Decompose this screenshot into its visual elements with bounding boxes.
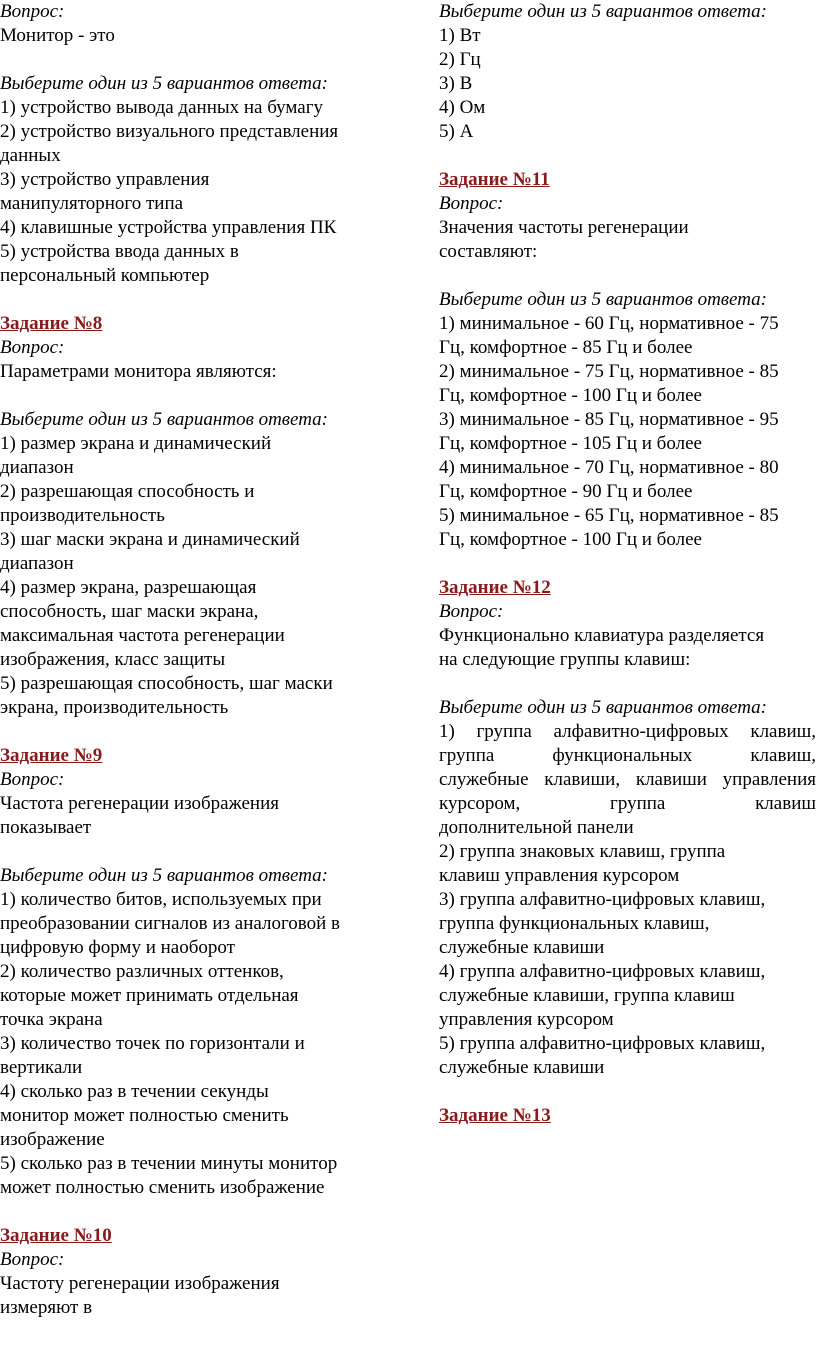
blank-line xyxy=(0,384,388,408)
text-line: 2) Гц xyxy=(439,49,481,70)
text-line: 1) размер экрана и динамический xyxy=(0,433,272,454)
italic-label: Выберите один из 5 вариантов ответа: xyxy=(0,409,329,430)
left-column xyxy=(0,0,388,1320)
blank-line xyxy=(439,1080,816,1104)
text-line: изображения, класс защиты xyxy=(0,649,226,670)
task-title: Задание №8 xyxy=(0,313,103,334)
text-line: Частоту регенерации изображения xyxy=(0,1273,280,1294)
blank-line xyxy=(439,144,816,168)
text-line: 5) сколько раз в течении минуты монитор xyxy=(0,1153,338,1174)
text-line: 2) минимальное - 75 Гц, нормативное - 85 xyxy=(439,361,779,382)
text-line: Частота регенерации изображения xyxy=(0,793,279,814)
text-line: 3) устройство управления xyxy=(0,169,210,190)
text-line: персональный компьютер xyxy=(0,265,210,286)
text-line: преобразовании сигналов из аналоговой в xyxy=(0,913,341,934)
text-line: Параметрами монитора являются: xyxy=(0,361,277,382)
text-line: 1) Вт xyxy=(439,25,481,46)
text-line: 3) В xyxy=(439,73,473,94)
italic-label: Выберите один из 5 вариантов ответа: xyxy=(0,73,329,94)
text-line: 2) разрешающая способность и xyxy=(0,481,255,502)
text-line: 5) А xyxy=(439,121,474,142)
text-line: Гц, комфортное - 100 Гц и более xyxy=(439,385,702,406)
italic-label: Вопрос: xyxy=(0,1249,65,1270)
text-line: вертикали xyxy=(0,1057,83,1078)
text-line: группа функциональных клавиш, xyxy=(439,745,816,766)
right-column xyxy=(439,0,816,1128)
text-line: экрана, производительность xyxy=(0,697,229,718)
text-line: 3) шаг маски экрана и динамический xyxy=(0,529,300,550)
task-title: Задание №13 xyxy=(439,1105,551,1126)
blank-line xyxy=(0,720,388,744)
task-heading xyxy=(0,312,388,336)
text-line: 4) минимальное - 70 Гц, нормативное - 80 xyxy=(439,457,779,478)
task-title: Задание №10 xyxy=(0,1225,112,1246)
blank-line xyxy=(0,1200,388,1224)
text-line: клавиш управления курсором xyxy=(439,865,680,886)
text-line: 5) разрешающая способность, шаг маски xyxy=(0,673,333,694)
text-line: служебные клавиши xyxy=(439,1057,605,1078)
text-line: Значения частоты регенерации xyxy=(439,217,689,238)
text-line: 5) минимальное - 65 Гц, нормативное - 85 xyxy=(439,505,779,526)
text-line: диапазон xyxy=(0,457,74,478)
task-heading xyxy=(439,576,816,600)
text-line: которые может принимать отдельная xyxy=(0,985,299,1006)
text-line: 3) группа алфавитно-цифровых клавиш, xyxy=(439,889,766,910)
blank-line xyxy=(439,672,816,696)
text-line: изображение xyxy=(0,1129,105,1150)
text-line: служебные клавиши, группа клавиш xyxy=(439,985,735,1006)
blank-line xyxy=(0,48,388,72)
text-line: Гц, комфортное - 90 Гц и более xyxy=(439,481,693,502)
task-title: Задание №12 xyxy=(439,577,551,598)
text-line: монитор может полностью сменить xyxy=(0,1105,289,1126)
text-line: максимальная частота регенерации xyxy=(0,625,285,646)
text-line: составляют: xyxy=(439,241,538,262)
task-heading xyxy=(439,168,816,192)
text-line: цифровую форму и наоборот xyxy=(0,937,235,958)
text-line: 4) Ом xyxy=(439,97,486,118)
italic-label: Вопрос: xyxy=(0,337,65,358)
italic-label: Вопрос: xyxy=(439,601,504,622)
text-line: 1) количество битов, используемых при xyxy=(0,889,322,910)
text-line: манипуляторного типа xyxy=(0,193,184,214)
text-line: 4) клавишные устройства управления ПК xyxy=(0,217,337,238)
text-line: измеряют в xyxy=(0,1297,93,1318)
text-line: 1) устройство вывода данных на бумагу xyxy=(0,97,324,118)
blank-line xyxy=(0,288,388,312)
text-line: служебные клавиши xyxy=(439,937,605,958)
text-line: 5) группа алфавитно-цифровых клавиш, xyxy=(439,1033,766,1054)
task-title: Задание №9 xyxy=(0,745,103,766)
task-heading xyxy=(0,1224,388,1248)
text-line: Функционально клавиатура разделяется xyxy=(439,625,765,646)
text-line: Гц, комфортное - 100 Гц и более xyxy=(439,529,702,550)
text-line: 5) устройства ввода данных в xyxy=(0,241,239,262)
italic-label: Вопрос: xyxy=(0,769,65,790)
text-line: точка экрана xyxy=(0,1009,103,1030)
blank-line xyxy=(0,840,388,864)
text-line: управления курсором xyxy=(439,1009,614,1030)
blank-line xyxy=(439,552,816,576)
italic-label: Выберите один из 5 вариантов ответа: xyxy=(439,289,768,310)
text-line: служебные клавиши, клавиши управления xyxy=(439,769,816,790)
blank-line xyxy=(439,264,816,288)
text-line: Монитор - это xyxy=(0,25,115,46)
text-line: способность, шаг маски экрана, xyxy=(0,601,259,622)
text-line: 3) количество точек по горизонтали и xyxy=(0,1033,305,1054)
italic-label: Выберите один из 5 вариантов ответа: xyxy=(439,697,768,718)
text-line: группа функциональных клавиш, xyxy=(439,913,710,934)
text-line: 4) группа алфавитно-цифровых клавиш, xyxy=(439,961,766,982)
text-line: 1) минимальное - 60 Гц, нормативное - 75 xyxy=(439,313,779,334)
text-line: 3) минимальное - 85 Гц, нормативное - 95 xyxy=(439,409,779,430)
italic-label: Выберите один из 5 вариантов ответа: xyxy=(439,1,768,22)
italic-label: Вопрос: xyxy=(439,193,504,214)
task-heading xyxy=(439,1104,816,1128)
task-heading xyxy=(0,744,388,768)
text-line: диапазон xyxy=(0,553,74,574)
text-line: производительность xyxy=(0,505,165,526)
task-title: Задание №11 xyxy=(439,169,550,190)
text-line: данных xyxy=(0,145,61,166)
text-line: Гц, комфортное - 105 Гц и более xyxy=(439,433,702,454)
text-line: 4) сколько раз в течении секунды xyxy=(0,1081,269,1102)
italic-label: Вопрос: xyxy=(0,1,65,22)
text-line: курсором, группа клавиш xyxy=(439,793,816,814)
text-line: 2) устройство визуального представления xyxy=(0,121,339,142)
text-line: на следующие группы клавиш: xyxy=(439,649,691,670)
text-line: 1) группа алфавитно-цифровых клавиш, xyxy=(439,721,816,742)
italic-label: Выберите один из 5 вариантов ответа: xyxy=(0,865,329,886)
text-line: 2) группа знаковых клавиш, группа xyxy=(439,841,726,862)
text-line: 2) количество различных оттенков, xyxy=(0,961,284,982)
text-line: дополнительной панели xyxy=(439,817,634,838)
text-line: показывает xyxy=(0,817,92,838)
text-line: 4) размер экрана, разрешающая xyxy=(0,577,257,598)
text-line: Гц, комфортное - 85 Гц и более xyxy=(439,337,693,358)
text-line: может полностью сменить изображение xyxy=(0,1177,325,1198)
